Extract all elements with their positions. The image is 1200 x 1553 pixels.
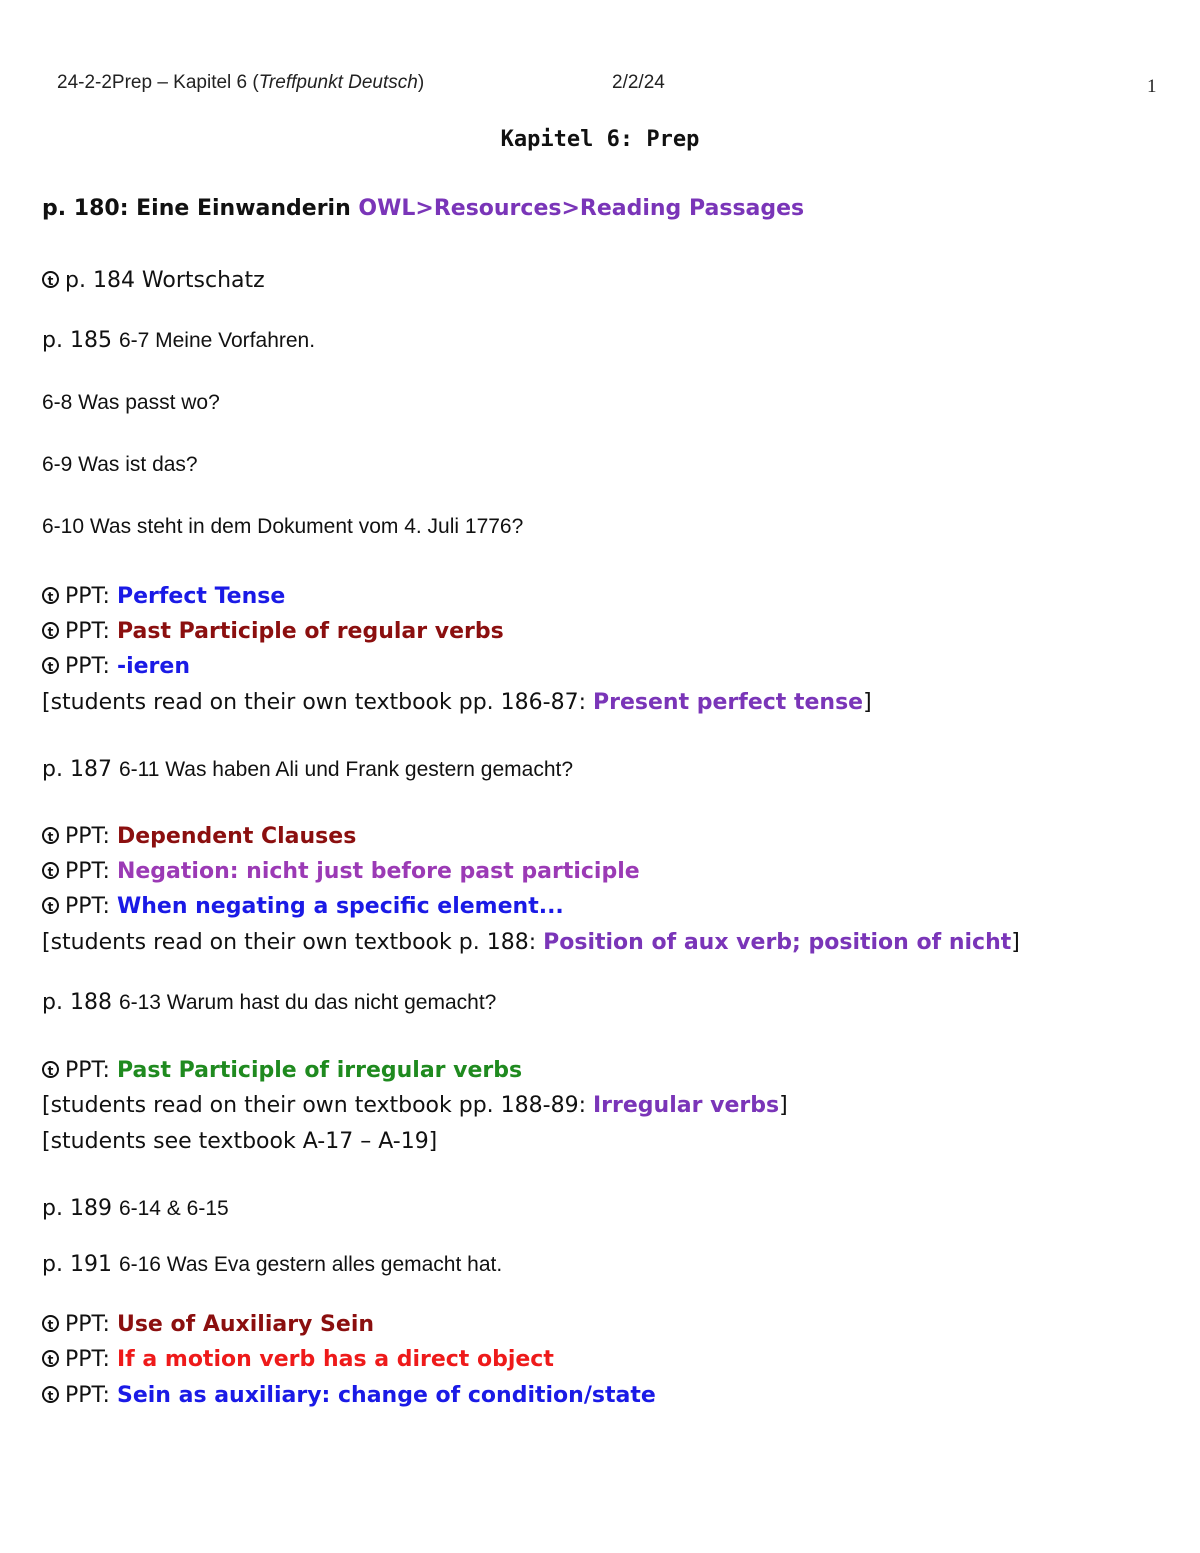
ppt-link[interactable]: Dependent Clauses: [116, 824, 357, 849]
ppt-item-motion-verb: t PPT: If a motion verb has a direct object: [42, 1347, 554, 1372]
reading-line: p. 180: Eine Einwanderin OWL>Resources>Reading Passages: [42, 196, 805, 221]
exercise-6-16: p. 191 6-16 Was Eva gestern alles gemacht hat.: [42, 1252, 503, 1277]
page-title: Kapitel 6: Prep: [500, 127, 700, 152]
audio-icon: t: [42, 271, 59, 288]
ppt-link[interactable]: Sein as auxiliary: change of condition/state: [116, 1383, 656, 1408]
exercise-6-13: p. 188 6-13 Warum hast du das nicht gemacht?: [42, 990, 497, 1015]
ppt-link[interactable]: When negating a specific element...: [116, 894, 564, 919]
audio-icon: t: [42, 1386, 59, 1403]
ppt-link[interactable]: Perfect Tense: [116, 584, 286, 609]
ppt-link[interactable]: Past Participle of regular verbs: [116, 619, 504, 644]
exercise-6-10: 6-10 Was steht in dem Dokument vom 4. Juli 1776?: [42, 515, 524, 538]
audio-icon: t: [42, 827, 59, 844]
page-number: 1: [1147, 76, 1157, 97]
exercise-6-8: 6-8 Was passt wo?: [42, 391, 220, 414]
note-present-perfect: [students read on their own textbook pp. 186-87: Present perfect tense]: [42, 690, 872, 715]
audio-icon: t: [42, 1315, 59, 1332]
ppt-item-perfect-tense: t PPT: Perfect Tense: [42, 584, 285, 609]
audio-icon: t: [42, 1061, 59, 1078]
ppt-item-irregular-verbs: t PPT: Past Participle of irregular verbs: [42, 1058, 522, 1083]
exercise-6-9: 6-9 Was ist das?: [42, 453, 198, 476]
ppt-link[interactable]: If a motion verb has a direct object: [116, 1347, 554, 1372]
ppt-item-regular-verbs: t PPT: Past Participle of regular verbs: [42, 619, 504, 644]
ppt-item-dependent-clauses: t PPT: Dependent Clauses: [42, 824, 356, 849]
audio-icon: t: [42, 862, 59, 879]
ppt-item-ieren: t PPT: -ieren: [42, 654, 190, 679]
audio-icon: t: [42, 587, 59, 604]
exercise-6-7: p. 185 6-7 Meine Vorfahren.: [42, 328, 316, 353]
ppt-item-negating-element: t PPT: When negating a specific element...: [42, 894, 564, 919]
header-course: 24-2-2Prep – Kapitel 6 (Treffpunkt Deutsch): [57, 72, 425, 93]
exercise-6-11: p. 187 6-11 Was haben Ali und Frank gestern gemacht?: [42, 757, 574, 782]
audio-icon: t: [42, 897, 59, 914]
note-appendix: [students see textbook A-17 – A-19]: [42, 1129, 438, 1154]
header-book: Treffpunkt Deutsch: [258, 72, 418, 93]
audio-icon: t: [42, 622, 59, 639]
audio-icon: t: [42, 1350, 59, 1367]
exercise-6-14: p. 189 6-14 & 6-15: [42, 1196, 229, 1221]
note-position-nicht: [students read on their own textbook p. 188: Position of aux verb; position of nicht]: [42, 930, 1020, 955]
ppt-link[interactable]: Past Participle of irregular verbs: [116, 1058, 523, 1083]
header-date: 2/2/24: [612, 72, 665, 93]
ppt-item-auxiliary-sein: t PPT: Use of Auxiliary Sein: [42, 1312, 374, 1337]
ppt-item-change-of-state: t PPT: Sein as auxiliary: change of condition/state: [42, 1383, 656, 1408]
wortschatz-line: t p. 184 Wortschatz: [42, 268, 265, 293]
note-irregular-verbs: [students read on their own textbook pp. 188-89: Irregular verbs]: [42, 1093, 788, 1118]
audio-icon: t: [42, 657, 59, 674]
ppt-item-negation: t PPT: Negation: nicht just before past participle: [42, 859, 640, 884]
reading-link[interactable]: OWL>Resources>Reading Passages: [358, 196, 805, 221]
ppt-link[interactable]: Use of Auxiliary Sein: [116, 1312, 375, 1337]
ppt-link[interactable]: -ieren: [116, 654, 190, 679]
ppt-link[interactable]: Negation: nicht just before past participle: [116, 859, 640, 884]
